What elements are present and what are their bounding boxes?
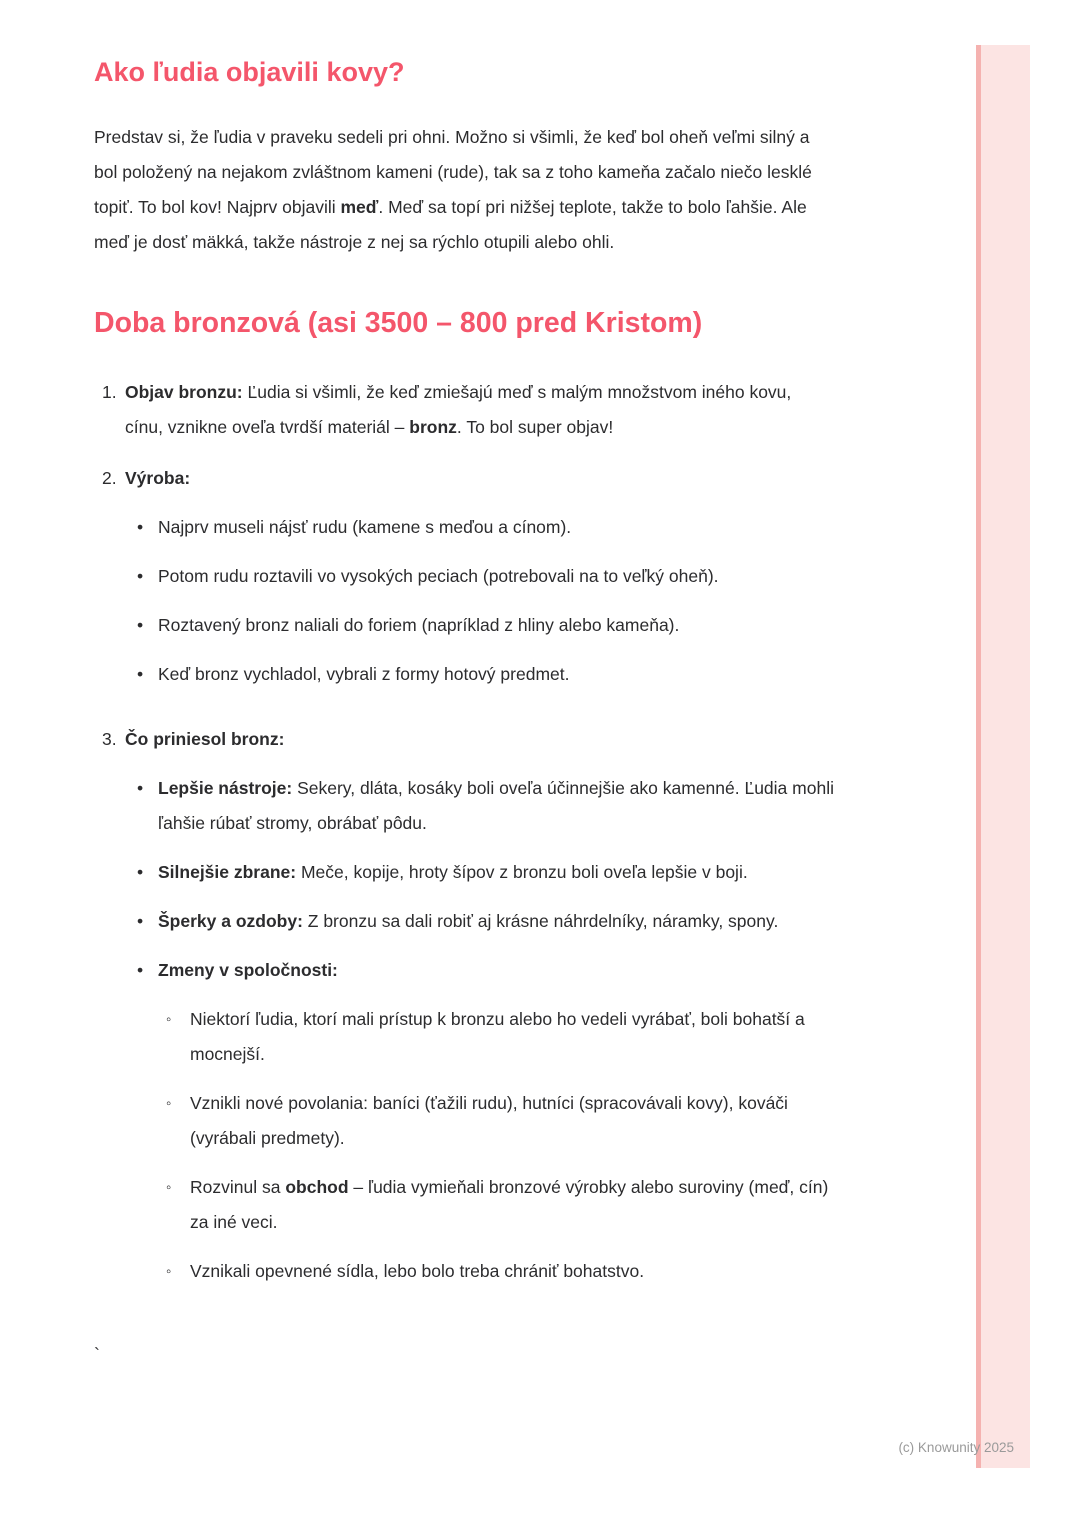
item-text: Čo priniesol bronz: [125,729,285,750]
bullet-text: Silnejšie zbrane: Meče, kopije, hroty šípov z bronzu boli oveľa lepšie v boji. [158,862,748,883]
bullet-marker: • [137,566,144,587]
bullet-marker: • [137,615,144,636]
sub-bullet-list [158,1002,834,1289]
sub-bullet-item [158,1002,834,1072]
sub-bullet-text: Vznikli nové povolania: baníci (ťažili rudu), hutníci (spracovávali kovy), kováči (vyrábali predmety). [190,1093,788,1149]
item-text: Výroba: [125,468,191,489]
bullet-marker: • [137,960,144,981]
bullet-marker: • [137,911,144,932]
bullet-list [125,510,834,692]
bullet-marker: • [137,862,144,883]
bullet-list [125,771,834,1303]
sub-bullet-item [158,1170,834,1240]
bullet-item [125,855,834,890]
item-body [125,461,834,706]
stray-character: ` [94,1345,100,1366]
bullet-item [125,657,834,692]
item-number: 1. [102,382,117,403]
sub-bullet-text: Vznikali opevnené sídla, lebo bolo treba chrániť bohatstvo. [190,1261,645,1282]
bullet-text: Potom rudu roztavili vo vysokých peciach (potrebovali na to veľký oheň). [158,566,719,587]
sub-bullet-text: Rozvinul sa obchod – ľudia vymieňali bronzové výrobky alebo suroviny (meď, cín) za iné veci. [190,1177,829,1233]
item-text: Objav bronzu: Ľudia si všimli, že keď zmiešajú meď s malým množstvom iného kovu, cínu, vznikne oveľa tvrdší materiál – bronz. To bol super objav! [125,382,792,438]
footer-credit: (c) Knowunity 2025 [898,1440,1014,1455]
bullet-item [125,559,834,594]
bullet-text: Šperky a ozdoby: Z bronzu sa dali robiť aj krásne náhrdelníky, náramky, spony. [158,911,779,932]
bullet-item [125,953,834,1303]
decorative-side-stripe [976,45,1030,1468]
item-number: 2. [102,468,117,489]
bullet-marker: • [137,517,144,538]
bullet-text: Najprv museli nájsť rudu (kamene s meďou a cínom). [158,517,572,538]
bullet-text: Keď bronz vychladol, vybrali z formy hotový predmet. [158,664,570,685]
bullet-marker: • [137,664,144,685]
intro-paragraph: Predstav si, že ľudia v praveku sedeli pri ohni. Možno si všimli, že keď bol oheň veľmi silný a bol položený na nejakom zvláštnom kameni (rude), tak sa z toho kameňa začalo niečo lesklé topiť. To bol kov! Najprv objavili meď. Meď sa topí pri nižšej teplote, takže to bolo ľahšie. Ale meď je dosť mäkká, takže nástroje z nej sa rýchlo otupili alebo ohli. [94,126,812,252]
bullet-item [125,904,834,939]
sub-bullet-item [158,1254,834,1289]
bullet-body [158,953,834,1303]
list-item-2 [94,461,834,706]
list-item-1 [94,375,834,445]
bullet-item [125,771,834,841]
bullet-text: Roztavený bronz naliali do foriem (napríklad z hliny alebo kameňa). [158,615,680,636]
sub-bullet-marker: ◦ [166,1011,172,1029]
bullet-text: Zmeny v spoločnosti: [158,960,338,981]
page-content [94,46,834,1366]
bullet-item [125,510,834,545]
sub-bullet-marker: ◦ [166,1095,172,1113]
page-title: Ako ľudia objavili kovy? [94,57,405,87]
sub-bullet-marker: ◦ [166,1179,172,1197]
sub-bullet-text: Niektorí ľudia, ktorí mali prístup k bronzu alebo ho vedeli vyrábať, boli bohatší a mocnejší. [190,1009,805,1065]
item-body [125,722,834,1317]
sub-bullet-item [158,1086,834,1156]
item-number: 3. [102,729,117,750]
list-item-3 [94,722,834,1317]
item-body [125,375,834,445]
bullet-marker: • [137,778,144,799]
numbered-list [94,375,834,1317]
bullet-text: Lepšie nástroje: Sekery, dláta, kosáky boli oveľa účinnejšie ako kamenné. Ľudia mohli ľahšie rúbať stromy, obrábať pôdu. [158,778,834,834]
sub-bullet-marker: ◦ [166,1263,172,1281]
section-heading-bronze-age: Doba bronzová (asi 3500 – 800 pred Kristom) [94,306,703,339]
bullet-item [125,608,834,643]
